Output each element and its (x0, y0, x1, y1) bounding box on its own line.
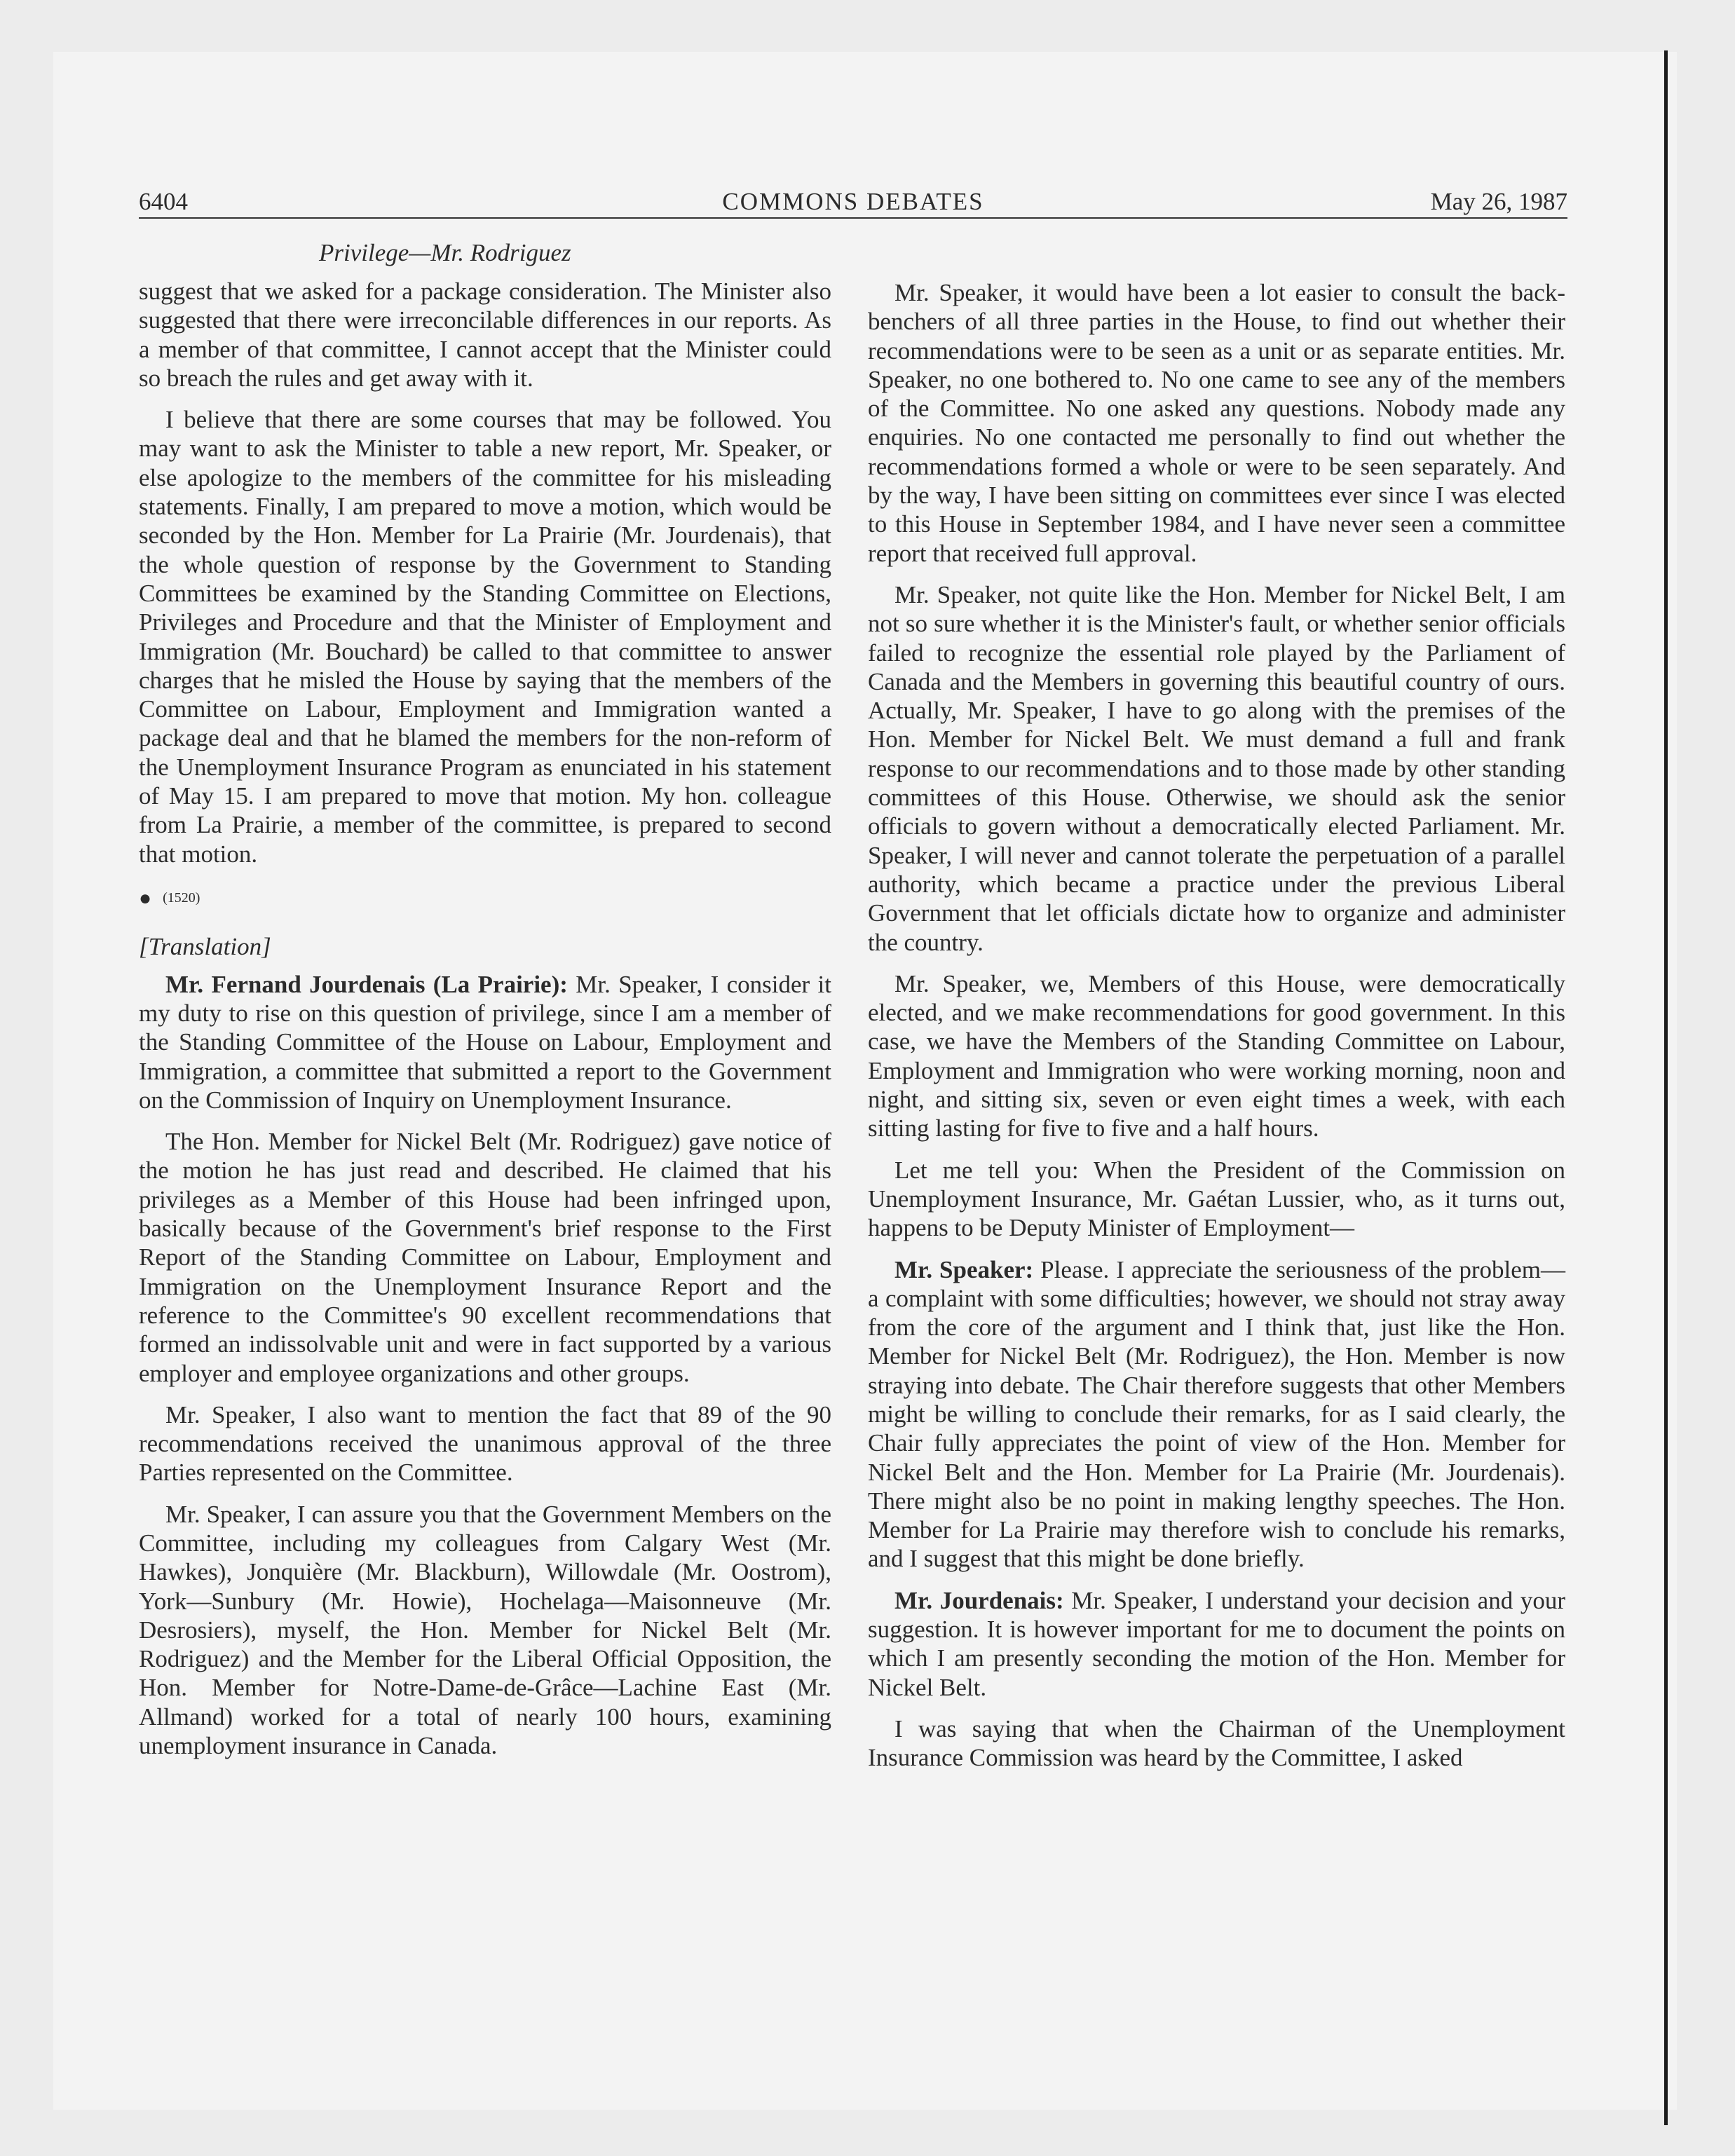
section-subhead: Privilege—Mr. Rodriguez (319, 239, 571, 266)
binding-edge (1664, 50, 1668, 2125)
publication-title: COMMONS DEBATES (722, 188, 984, 215)
paragraph (868, 1255, 1565, 1574)
paragraph: Mr. Speaker, I also want to mention the fact that 89 of the 90 recommendations received the unanimous approval of the three Parties represented on the Committee. (139, 1400, 831, 1487)
paragraph: Mr. Speaker, not quite like the Hon. Member for Nickel Belt, I am not so sure whether it is the Minister's fault, or whether senior officials failed to recognize the essential role played by the Parliament of Canada and the Members in governing this beautiful country of ours. Actually, Mr. Speaker, I have to go along with the premises of the Hon. Member for Nickel Belt. We must demand a full and frank response to our recommendations and to those made by other standing committees of this House. Otherwise, we should ask the senior officials to govern without a democratically elected Parliament. Mr. Speaker, I will never and cannot tolerate the perpetuation of a parallel authority, which became a practice under the previous Liberal Government that let officials dictate how to organize and administer the country. (868, 580, 1565, 956)
time-marker (139, 887, 831, 910)
time-marker-text: (1520) (163, 889, 200, 906)
paragraph: I was saying that when the Chairman of the Unemployment Insurance Commission was heard by the Committee, I asked (868, 1714, 1565, 1772)
paragraph: Mr. Speaker, it would have been a lot easier to consult the back-benchers of all three parties in the House, to find out whether their recommendations were to be seen as a unit or as separate entities. Mr. Speaker, no one bothered to. No one came to see any of the members of the Committee. No one asked any questions. Nobody made any enquiries. No one contacted me personally to find out whether the recommendations formed a whole or were to be seen separately. And by the way, I have been sitting on committees ever since I was elected to this House in September 1984, and I have never seen a committee report that received full approval. (868, 279, 1565, 567)
translation-label: [Translation] (139, 933, 271, 961)
paragraph: I believe that there are some courses that may be followed. You may want to ask the Minister to table a new report, Mr. Speaker, or else apologize to the members of the committee for his misleading statements. Finally, I am prepared to move a motion, which would be seconded by the Hon. Member for La Prairie (Mr. Jourdenais), that the whole question of response by the Government to Standing Committees be examined by the Standing Committee on Elections, Privileges and Procedure and that the Minister of Employment and Immigration (Mr. Bouchard) be called to that committee to answer charges that he misled the House by saying that the members of the Committee on Labour, Employment and Immigration wanted a package deal and that he blamed the members for the non-reform of the Unemployment Insurance Program as enunciated in his statement of May 15. I am prepared to move that motion. My hon. colleague from La Prairie, a member of the committee, is prepared to second that motion. (139, 406, 831, 868)
page-number: 6404 (139, 188, 188, 215)
right-column (868, 278, 1565, 1785)
speaker-name: Mr. Jourdenais: (894, 1586, 1064, 1614)
paragraph (139, 970, 831, 1114)
paragraph (868, 1586, 1565, 1702)
bullet-icon: ● (139, 887, 152, 910)
paragraph: Mr. Speaker, we, Members of this House, were democratically elected, and we make recommendations for good government. In this case, we have the Members of the Standing Committee on Labour, Employment and Immigration who were working morning, noon and night, and sitting six, seven or even eight times a week, with each sitting lasting for five to five and a half hours. (868, 969, 1565, 1142)
paragraph: suggest that we asked for a package consideration. The Minister also suggested that there were irreconcilable differences in our reports. As a member of that committee, I cannot accept that the Minister could so breach the rules and get away with it. (139, 278, 831, 392)
speech-text: Mr. Speaker, I consider it my duty to rise on this question of privilege, since I am a member of the Standing Committee of the House on Labour, Employment and Immigration, a committee that submitted a report to the Government on the Commission of Inquiry on Unemployment Insurance. (139, 970, 831, 1114)
speech-text: Mr. Speaker, I understand your decision and your suggestion. It is however important for me to document the points on which I am presently seconding the motion of the Hon. Member for Nickel Belt. (868, 1586, 1565, 1701)
paragraph: Let me tell you: When the President of the Commission on Unemployment Insurance, Mr. Gaétan Lussier, who, as it turns out, happens to be Deputy Minister of Employment— (868, 1156, 1565, 1242)
speaker-name: Mr. Speaker: (894, 1255, 1034, 1283)
paragraph: Mr. Speaker, I can assure you that the Government Members on the Committee, including my colleagues from Calgary West (Mr. Hawkes), Jonquière (Mr. Blackburn), Willowdale (Mr. Oostrom), York—Sunbury (Mr. Howie), Hochelaga—Maisonneuve (Mr. Desrosiers), myself, the Hon. Member for Nickel Belt (Mr. Rodriguez) and the Member for the Liberal Official Opposition, the Hon. Member for Notre-Dame-de-Grâce—Lachine East (Mr. Allmand) worked for a total of nearly 100 hours, examining unemployment insurance in Canada. (139, 1500, 831, 1760)
left-column (139, 277, 831, 1773)
speaker-name: Mr. Fernand Jourdenais (La Prairie): (165, 970, 568, 998)
running-header (139, 184, 1567, 220)
header-rule (139, 217, 1567, 219)
paragraph: The Hon. Member for Nickel Belt (Mr. Rodriguez) gave notice of the motion he has just read and described. He claimed that his privileges as a Member of this House had been infringed upon, basically because of the Government's brief response to the First Report of the Standing Committee on Labour, Employment and Immigration on the Unemployment Insurance Report and the reference to the Committee's 90 excellent recommendations that formed an indissolvable unit and were in fact supported by a various employer and employee organizations and other groups. (139, 1128, 831, 1387)
publication-date: May 26, 1987 (1430, 188, 1567, 215)
speech-text: Please. I appreciate the seriousness of the problem—a complaint with some difficulties; however, we should not stray away from the core of the argument and I think that, just like the Hon. Member for Nickel Belt (Mr. Rodriguez), the Hon. Member is now straying into debate. The Chair therefore suggests that other Members might be willing to conclude their remarks, for as I said clearly, the Chair fully appreciates the point of view of the Hon. Member for Nickel Belt and the Hon. Member for La Prairie (Mr. Jourdenais). There might also be no point in making lengthy speeches. The Hon. Member for La Prairie may therefore wish to conclude his remarks, and I suggest that this might be done briefly. (868, 1255, 1565, 1573)
